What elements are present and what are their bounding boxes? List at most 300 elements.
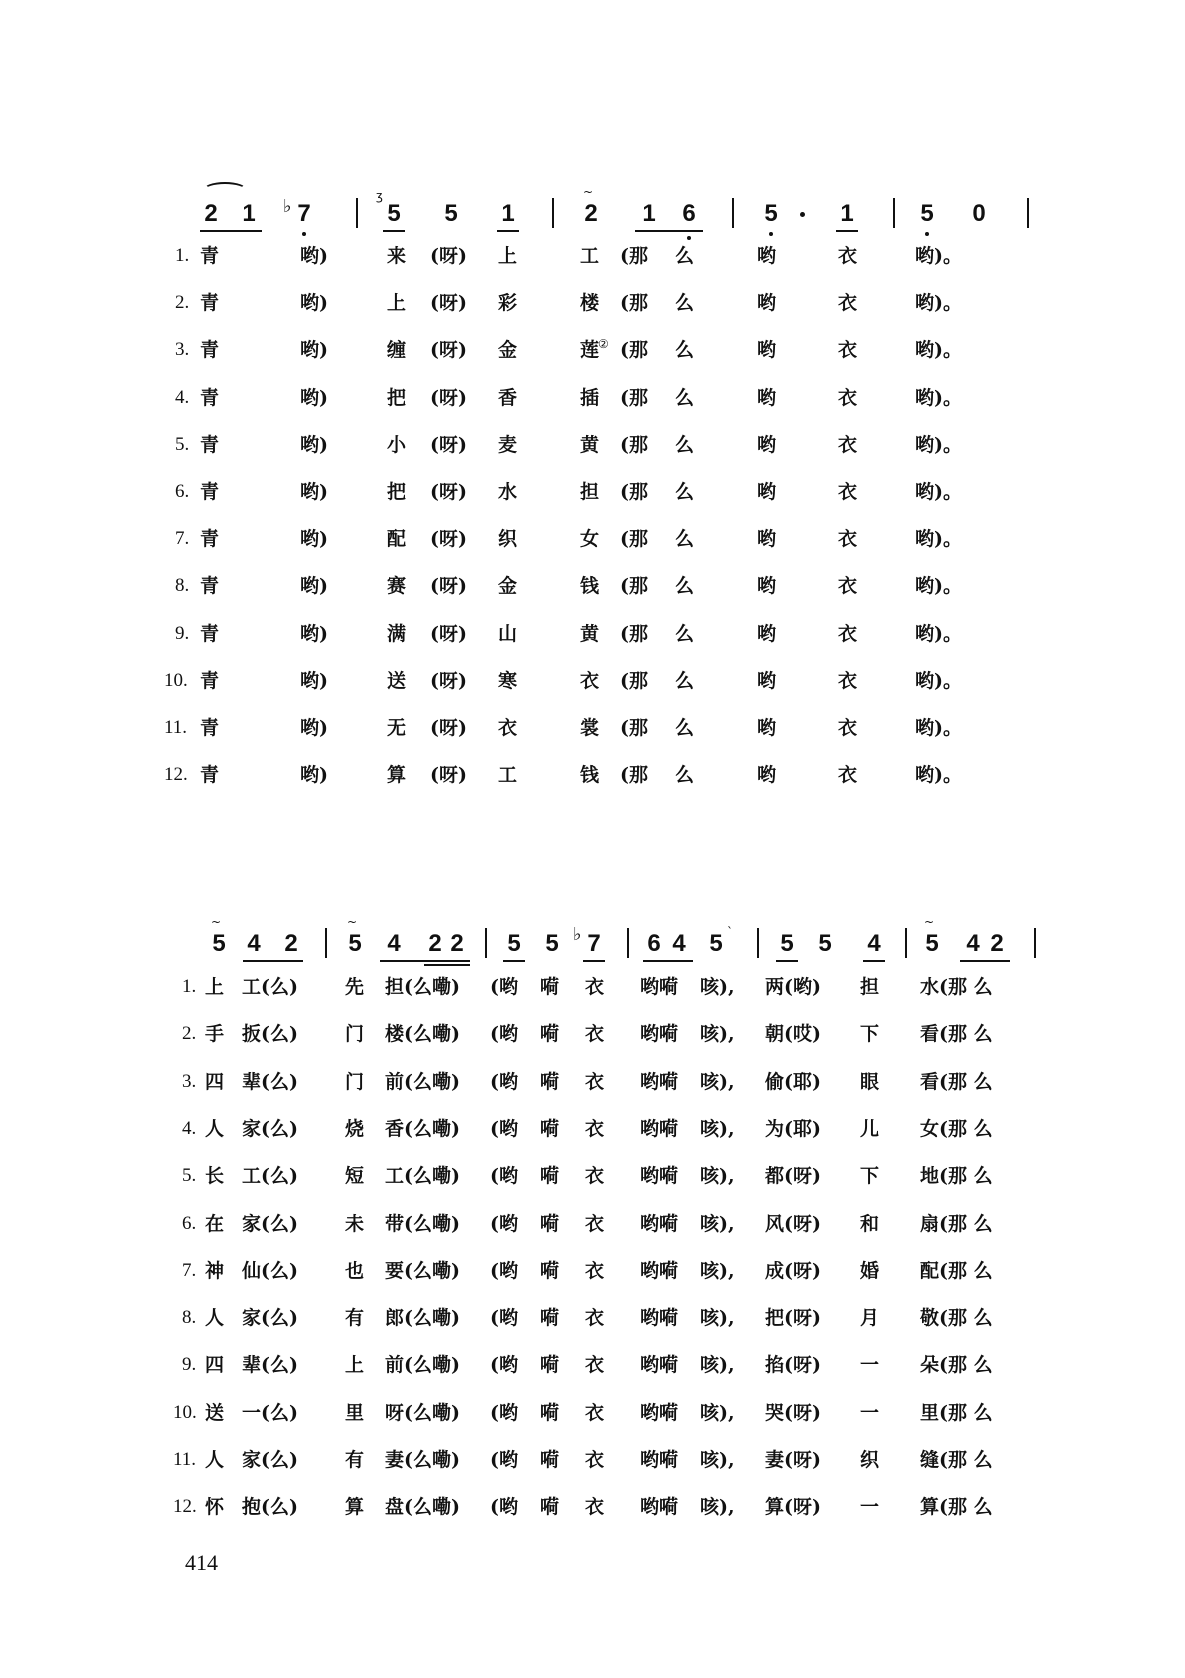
verse-row	[0, 1019, 1185, 1049]
lyric-syllable: 水(那 么	[920, 976, 993, 998]
lyric-syllable: (呀)	[430, 669, 467, 692]
lyric-syllable: 工(么嘞)	[385, 1165, 460, 1188]
lyric-syllable: 么	[675, 622, 695, 645]
note: 5	[507, 930, 521, 957]
lyric-syllable: 算(呀)	[765, 1496, 821, 1519]
lyric-syllable: (那	[620, 433, 648, 456]
lyric-syllable: 一	[860, 1354, 880, 1377]
verse-number: 7.	[175, 528, 190, 550]
lyric-syllable: 么	[675, 481, 695, 503]
underline-beam	[776, 960, 798, 962]
lyric-syllable: 都(呀)	[765, 1165, 821, 1188]
flat-icon: ♭	[283, 196, 292, 217]
lyric-syllable: 衣	[585, 1401, 605, 1424]
bar-line	[1027, 198, 1029, 228]
lyric-syllable: 缝(那 么	[920, 1449, 993, 1471]
lyric-syllable: 哟)	[300, 669, 328, 692]
verse-number: 6.	[182, 1212, 197, 1234]
lyric-syllable: (那	[620, 575, 648, 598]
lyric-syllable: 咳),	[700, 1401, 735, 1424]
verse-number: 7.	[182, 1259, 197, 1281]
lyric-syllable: 衣	[585, 1449, 605, 1471]
verse-row	[0, 571, 1185, 601]
verse-row	[0, 524, 1185, 554]
lyric-syllable: 两(哟)	[765, 976, 821, 998]
lyric-syllable: (那	[620, 386, 648, 409]
lyric-syllable: 青	[200, 339, 220, 362]
lyric-syllable: 一	[860, 1496, 880, 1519]
lyric-syllable: 把	[387, 481, 407, 503]
lyric-syllable: 下	[860, 1023, 880, 1046]
lyric-syllable: 哟)	[300, 764, 328, 787]
note: 5	[818, 930, 832, 957]
lyric-syllable: 哟	[757, 481, 777, 503]
lyric-syllable: 哟)。	[915, 575, 962, 598]
lyric-syllable: 衣	[838, 528, 858, 551]
verse-row	[0, 1492, 1185, 1522]
lyric-syllable: 寒	[498, 669, 518, 692]
lyric-syllable: 青	[200, 433, 220, 456]
lyric-syllable: 哟)	[300, 717, 328, 739]
verse-number: 2.	[175, 292, 190, 314]
lyric-syllable: (呀)	[430, 481, 467, 503]
verse-row	[0, 760, 1185, 790]
lyric-syllable: 哟)	[300, 245, 328, 267]
lyric-syllable: 青	[200, 245, 220, 267]
lyric-syllable: 裳	[580, 717, 600, 739]
lyric-syllable: 哟)。	[915, 764, 962, 787]
verse-number: 11.	[164, 717, 188, 738]
lyric-syllable: 前(么嘞)	[385, 1354, 460, 1377]
underline-beam	[960, 960, 1010, 962]
lyric-syllable: 青	[200, 669, 220, 692]
lyric-syllable: (呀)	[430, 339, 467, 362]
lyric-syllable: 哟)	[300, 433, 328, 456]
lyric-syllable: 仙(么)	[242, 1259, 298, 1282]
verse-number: 5.	[175, 433, 190, 455]
lyric-syllable: 咳),	[700, 1070, 735, 1093]
lyric-syllable: (哟	[490, 1449, 518, 1471]
lyric-syllable: 神	[205, 1259, 225, 1282]
note: 5	[780, 930, 794, 957]
lyric-syllable: 上	[205, 976, 225, 998]
note: 2	[204, 200, 218, 227]
lyric-syllable: 嗬	[540, 976, 560, 998]
lyric-syllable: 上	[345, 1354, 365, 1377]
verse-row	[0, 383, 1185, 413]
lyric-syllable: (呀)	[430, 386, 467, 409]
verse-row	[0, 1256, 1185, 1286]
lyric-syllable: 嗬	[540, 1449, 560, 1471]
lyric-syllable: 嗬	[540, 1023, 560, 1046]
lyric-syllable: 哟嗬	[640, 1212, 679, 1235]
verse-row	[0, 713, 1185, 743]
verse-number: 4.	[182, 1117, 197, 1139]
lyric-syllable: 衣	[585, 1354, 605, 1377]
underline-beam	[383, 230, 405, 232]
lyric-syllable: 怀	[205, 1496, 225, 1519]
lyric-syllable: 为(耶)	[765, 1117, 821, 1140]
lyric-syllable: 么	[675, 528, 695, 551]
lyric-syllable: 织	[498, 528, 518, 551]
trill-icon: ~	[347, 915, 358, 929]
lyric-syllable: 哟)。	[915, 717, 962, 739]
verse-row	[0, 619, 1185, 649]
low-octave-dot	[925, 232, 929, 236]
lyric-syllable: (哟	[490, 1070, 518, 1093]
lyric-syllable: 哟	[757, 717, 777, 739]
verse-row	[0, 1114, 1185, 1144]
lyric-syllable: 青	[200, 575, 220, 598]
note: 1	[242, 200, 256, 227]
lyric-syllable: 哟)。	[915, 245, 962, 267]
lyric-syllable: (哟	[490, 1307, 518, 1330]
lyric-syllable: 工	[498, 764, 518, 787]
lyric-syllable: 衣	[838, 622, 858, 645]
lyric-syllable: 哟)。	[915, 481, 962, 503]
lyric-syllable: 四	[205, 1070, 225, 1093]
note: 5	[444, 200, 458, 227]
lyric-syllable: 哟	[757, 764, 777, 787]
low-octave-dot	[769, 232, 773, 236]
lyric-syllable: 咳),	[700, 1449, 735, 1471]
lyric-syllable: 么	[675, 245, 695, 267]
lyric-syllable: 先	[345, 976, 365, 998]
note: 0	[972, 200, 986, 227]
lyric-syllable: 咳),	[700, 1212, 735, 1235]
lyric-syllable: 风(呀)	[765, 1212, 821, 1235]
lyric-syllable: 衣	[838, 481, 858, 503]
lyric-syllable: (那	[620, 764, 648, 787]
verse-number: 8.	[182, 1307, 197, 1329]
lyric-syllable: 香	[498, 386, 518, 409]
note: 4	[247, 930, 261, 957]
note: 5	[925, 930, 939, 957]
lyric-syllable: 莲	[580, 339, 600, 362]
lyric-syllable: 朝(哎)	[765, 1023, 821, 1046]
lyric-syllable: 衣	[585, 1165, 605, 1188]
lyric-syllable: (呀)	[430, 433, 467, 456]
bar-line	[905, 928, 907, 958]
lyric-syllable: 楼(么嘞)	[385, 1023, 460, 1046]
verse-number: 9.	[175, 622, 190, 644]
verse-row	[0, 1445, 1185, 1475]
lyric-syllable: 女(那 么	[920, 1117, 993, 1140]
lyric-syllable: 盘(么嘞)	[385, 1496, 460, 1519]
underline-beam	[424, 964, 470, 966]
lyric-syllable: 人	[205, 1117, 225, 1140]
lyric-syllable: 哟)	[300, 528, 328, 551]
lyric-syllable: 哟嗬	[640, 1165, 679, 1188]
lyric-syllable: 衣	[838, 386, 858, 409]
lyric-syllable: 成(呀)	[765, 1259, 821, 1282]
lyric-syllable: 辈(么)	[242, 1070, 298, 1093]
bar-line	[325, 928, 327, 958]
lyric-syllable: (那	[620, 622, 648, 645]
lyric-syllable: 哟	[757, 245, 777, 267]
lyric-syllable: 嗬	[540, 1496, 560, 1519]
verse-number: 3.	[182, 1070, 197, 1092]
lyric-syllable: 咳),	[700, 1165, 735, 1188]
lyric-syllable: 上	[387, 292, 407, 315]
augmentation-dot	[800, 212, 805, 217]
lyric-syllable: 衣	[838, 339, 858, 362]
lyric-syllable: 哟)。	[915, 386, 962, 409]
lyric-syllable: 哟	[757, 528, 777, 551]
lyric-syllable: 哟嗬	[640, 1307, 679, 1330]
lyric-syllable: 儿	[860, 1117, 880, 1140]
low-octave-dot	[302, 232, 306, 236]
lyric-syllable: 青	[200, 622, 220, 645]
verse-row	[0, 972, 1185, 1002]
lyric-syllable: (哟	[490, 1401, 518, 1424]
lyric-syllable: 妻(么嘞)	[385, 1449, 460, 1471]
bar-line	[893, 198, 895, 228]
lyric-syllable: 咳),	[700, 1354, 735, 1377]
lyric-syllable: 无	[387, 717, 407, 739]
lyric-syllable: 短	[345, 1165, 365, 1188]
lyric-syllable: (那	[620, 292, 648, 315]
lyric-syllable: 黄	[580, 622, 600, 645]
lyric-syllable: 来	[387, 245, 407, 267]
lyric-syllable: 嗬	[540, 1354, 560, 1377]
bar-line	[485, 928, 487, 958]
lyric-syllable: (呀)	[430, 575, 467, 598]
lyric-syllable: 青	[200, 764, 220, 787]
lyric-syllable: (那	[620, 245, 648, 267]
lyric-syllable: 人	[205, 1307, 225, 1330]
lyric-syllable: (那	[620, 717, 648, 739]
lyric-syllable: 金	[498, 575, 518, 598]
note: 4	[672, 930, 686, 957]
lyric-syllable: 哟嗬	[640, 1401, 679, 1424]
lyric-syllable: 嗬	[540, 1401, 560, 1424]
trill-icon: ~	[583, 185, 594, 199]
lyric-syllable: (那	[620, 339, 648, 362]
lyric-syllable: 咳),	[700, 1307, 735, 1330]
lyric-syllable: 哟	[757, 622, 777, 645]
lyric-syllable: 哟嗬	[640, 1023, 679, 1046]
underline-beam	[583, 960, 605, 962]
lyric-syllable: 嗬	[540, 1307, 560, 1330]
lyric-syllable: 衣	[585, 1307, 605, 1330]
lyric-syllable: 水	[498, 481, 518, 503]
verse-row	[0, 1161, 1185, 1191]
verse-row	[0, 1067, 1185, 1097]
lyric-syllable: 咳),	[700, 1496, 735, 1519]
lyric-syllable: 衣	[585, 1496, 605, 1519]
lyric-syllable: 衣	[585, 1023, 605, 1046]
lyric-syllable: 青	[200, 386, 220, 409]
lyric-syllable: 看(那 么	[920, 1070, 993, 1093]
lyric-syllable: 青	[200, 528, 220, 551]
bar-line	[627, 928, 629, 958]
lyric-syllable: 配	[387, 528, 407, 551]
lyric-syllable: 衣	[838, 717, 858, 739]
lyric-syllable: 扇(那 么	[920, 1212, 993, 1235]
lyric-syllable: 工(么)	[242, 976, 298, 998]
lyric-syllable: 哟嗬	[640, 976, 679, 998]
lyric-syllable: 衣	[838, 433, 858, 456]
low-octave-dot	[687, 236, 691, 240]
verse-number: 4.	[175, 386, 190, 408]
lyric-syllable: (呀)	[430, 622, 467, 645]
lyric-syllable: 插	[580, 386, 600, 409]
verse-number: 11.	[173, 1449, 197, 1470]
lyric-syllable: 把	[387, 386, 407, 409]
note: 5	[387, 200, 401, 227]
lyric-syllable: 掐(呀)	[765, 1354, 821, 1377]
note: 5	[709, 930, 723, 957]
lyric-syllable: 朵(那 么	[920, 1354, 993, 1377]
lyric-syllable: (哟	[490, 976, 518, 998]
lyric-syllable: 哟嗬	[640, 1259, 679, 1282]
note: 5	[920, 200, 934, 227]
verse-number: 8.	[175, 575, 190, 597]
lyric-syllable: 里	[345, 1401, 365, 1424]
lyric-syllable: (呀)	[430, 717, 467, 739]
lyric-syllable: 算	[345, 1496, 365, 1519]
note: 2	[584, 200, 598, 227]
lyric-syllable: 地(那 么	[920, 1165, 993, 1188]
verse-number: 9.	[182, 1354, 197, 1376]
lyric-syllable: 哟)。	[915, 528, 962, 551]
lyric-syllable: (呀)	[430, 292, 467, 315]
bar-line	[356, 198, 358, 228]
lyric-syllable: 呀(么嘞)	[385, 1401, 460, 1424]
verse-row	[0, 241, 1185, 271]
lyric-syllable: 嗬	[540, 1259, 560, 1282]
lyric-syllable: (哟	[490, 1212, 518, 1235]
lyric-syllable: 嗬	[540, 1070, 560, 1093]
lyric-syllable: 哟)。	[915, 622, 962, 645]
underline-beam	[503, 960, 525, 962]
lyric-syllable: 钱	[580, 764, 600, 787]
lyric-syllable: 咳),	[700, 976, 735, 998]
underline-beam	[635, 230, 703, 232]
underline-beam	[863, 960, 885, 962]
lyric-syllable: 家(么)	[242, 1212, 298, 1235]
lyric-syllable: 么	[675, 386, 695, 409]
lyric-syllable: 在	[205, 1212, 225, 1235]
trill-icon: ~	[924, 915, 935, 929]
lyric-syllable: 满	[387, 622, 407, 645]
lyric-syllable: 衣	[580, 669, 600, 692]
lyric-syllable: 哟)。	[915, 292, 962, 315]
lyric-syllable: 衣	[585, 1117, 605, 1140]
lyric-syllable: 下	[860, 1165, 880, 1188]
lyric-syllable: (哟	[490, 1165, 518, 1188]
lyric-syllable: (哟	[490, 1259, 518, 1282]
note: 1	[642, 200, 656, 227]
lyric-syllable: 哟	[757, 669, 777, 692]
note: 6	[647, 930, 661, 957]
note: 5	[212, 930, 226, 957]
verse-row	[0, 1209, 1185, 1239]
lyric-syllable: 哭(呀)	[765, 1401, 821, 1424]
lyric-syllable: 工	[580, 245, 600, 267]
lyric-syllable: 小	[387, 433, 407, 456]
lyric-syllable: 手	[205, 1023, 225, 1046]
verse-number: 12.	[173, 1496, 197, 1518]
lyric-syllable: 衣	[585, 1070, 605, 1093]
lyric-syllable: 上	[498, 245, 518, 267]
note: 5	[764, 200, 778, 227]
verse-row	[0, 430, 1185, 460]
underline-beam	[836, 230, 858, 232]
lyric-syllable: (呀)	[430, 764, 467, 787]
lyric-syllable: 带(么嘞)	[385, 1212, 460, 1235]
lyric-syllable: 妻(呀)	[765, 1449, 821, 1471]
lyric-syllable: 么	[675, 717, 695, 739]
lyric-syllable: 衣	[838, 575, 858, 598]
bar-line	[732, 198, 734, 228]
verse-number: 10.	[164, 669, 188, 691]
note: 2	[990, 930, 1004, 957]
slur-mark	[203, 182, 247, 198]
lyric-syllable: (呀)	[430, 245, 467, 267]
lyric-syllable: 郎(么嘞)	[385, 1307, 460, 1330]
note: 6	[682, 200, 696, 227]
note: 5	[545, 930, 559, 957]
lyric-syllable: 织	[860, 1449, 880, 1471]
lyric-syllable: 咳),	[700, 1117, 735, 1140]
lyric-syllable: 缠	[387, 339, 407, 362]
note: 7	[297, 200, 311, 227]
lyric-syllable: 敬(那 么	[920, 1307, 993, 1330]
lyric-syllable: 楼	[580, 292, 600, 315]
lyric-syllable: 担(么嘞)	[385, 976, 460, 998]
lyric-syllable: 黄	[580, 433, 600, 456]
lyric-syllable: 婚	[860, 1259, 880, 1282]
lyric-syllable: 哟	[757, 339, 777, 362]
lyric-syllable: 哟	[757, 575, 777, 598]
lyric-syllable: (哟	[490, 1023, 518, 1046]
lyric-syllable: 哟	[757, 433, 777, 456]
underline-beam	[200, 230, 262, 232]
verse-number: 1.	[182, 976, 197, 997]
verse-number: 6.	[175, 481, 190, 502]
trill-icon: ~	[211, 915, 222, 929]
lyric-syllable: 有	[345, 1449, 365, 1471]
note: 1	[501, 200, 515, 227]
lyric-syllable: 算	[387, 764, 407, 787]
lyric-syllable: 衣	[585, 1212, 605, 1235]
lyric-syllable: 家(么)	[242, 1449, 298, 1471]
note: 5	[348, 930, 362, 957]
lyric-syllable: 青	[200, 717, 220, 739]
lyric-syllable: 家(么)	[242, 1117, 298, 1140]
lyric-syllable: 未	[345, 1212, 365, 1235]
note: 2	[284, 930, 298, 957]
lyric-syllable: 抱(么)	[242, 1496, 298, 1519]
verse-row	[0, 1398, 1185, 1428]
lyric-syllable: (那	[620, 669, 648, 692]
lyric-syllable: 也	[345, 1259, 365, 1282]
lyric-syllable: 把(呀)	[765, 1307, 821, 1330]
lyric-syllable: 女	[580, 528, 600, 551]
verse-row	[0, 666, 1185, 696]
lyric-syllable: 哟)	[300, 386, 328, 409]
lyric-syllable: 和	[860, 1212, 880, 1235]
lyric-syllable: 长	[205, 1165, 225, 1188]
lyric-syllable: 哟嗬	[640, 1117, 679, 1140]
lyric-syllable: 赛	[387, 575, 407, 598]
lyric-syllable: 嗬	[540, 1117, 560, 1140]
lyric-syllable: 哟嗬	[640, 1354, 679, 1377]
lyric-syllable: 担	[580, 481, 600, 503]
lyric-syllable: (那	[620, 528, 648, 551]
